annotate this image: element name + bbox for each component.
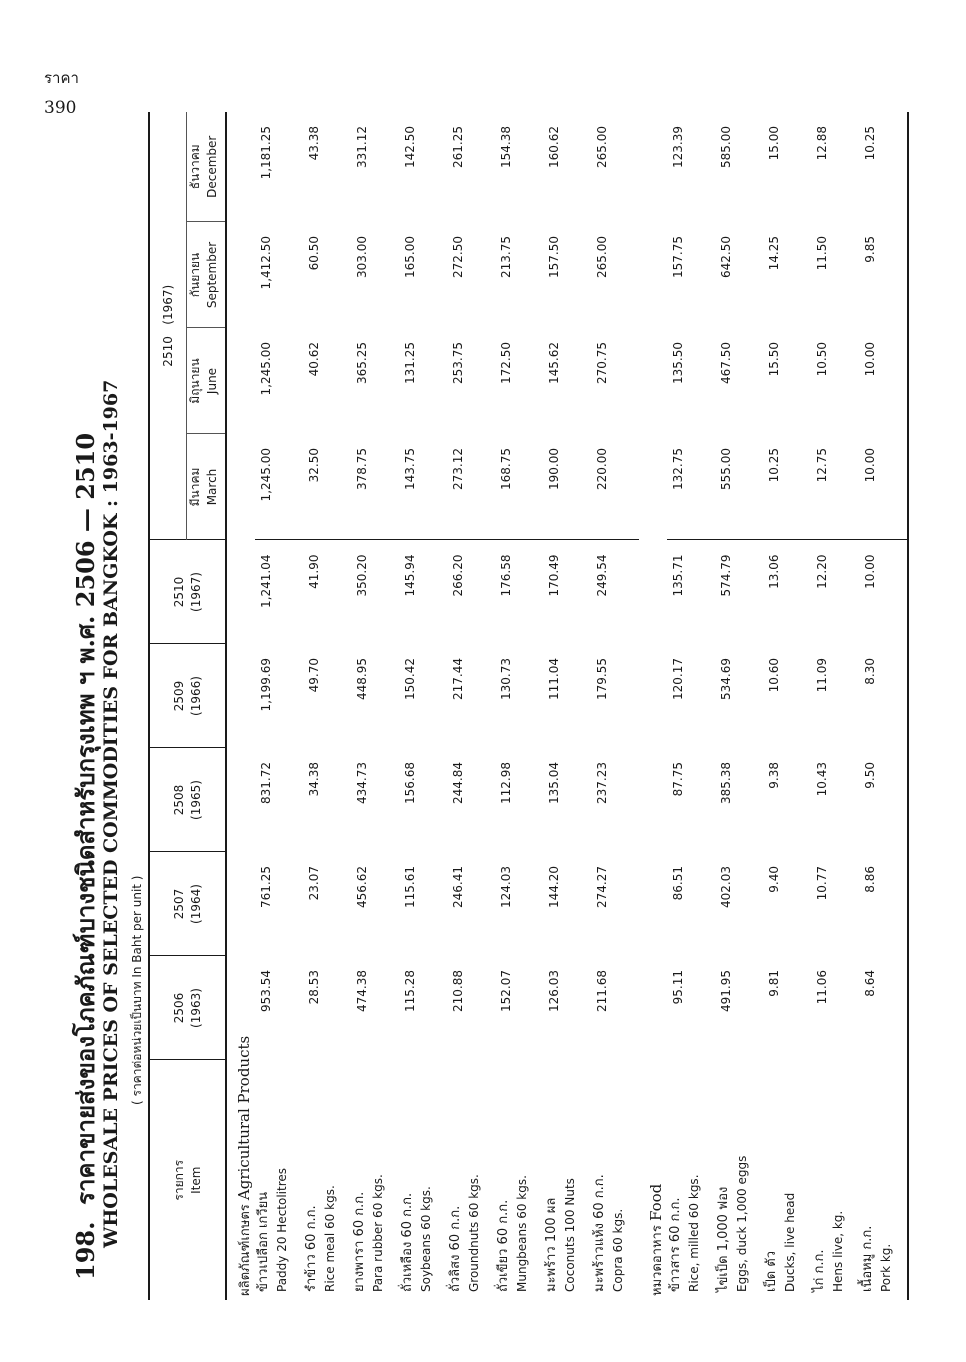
month-en: December <box>205 135 219 198</box>
row-label-thai: ถั่วลิสง 60 ก.ก. <box>448 1205 463 1292</box>
price-cell: 87.75 <box>671 762 685 797</box>
table-row <box>715 112 763 1300</box>
price-cell: 111.04 <box>547 658 561 700</box>
price-cell: 237.23 <box>595 762 609 804</box>
price-cell: 434.73 <box>355 762 369 804</box>
price-cell: 9.40 <box>767 866 781 893</box>
price-cell: 86.51 <box>671 866 685 901</box>
row-label-thai: ยางพารา 60 ก.ก. <box>352 1191 367 1292</box>
price-cell: 249.54 <box>595 554 609 597</box>
price-cell: 11.06 <box>815 970 829 1005</box>
section-row <box>226 112 255 1300</box>
price-cell: 157.75 <box>671 236 685 278</box>
table-body <box>226 112 908 1300</box>
row-label-thai: ไก่ ก.ก. <box>812 1249 827 1292</box>
row-label-en: Ducks, live head <box>783 1192 797 1292</box>
price-cell: 150.42 <box>403 658 417 700</box>
price-cell: 244.84 <box>451 762 465 804</box>
price-cell: 156.68 <box>403 762 417 804</box>
price-cell: 15.50 <box>767 342 781 377</box>
price-cell: 365.25 <box>355 342 369 384</box>
table-row <box>351 112 399 1300</box>
section-row <box>639 112 667 1300</box>
unit-note: ( ราคาต่อหน่วยเป็นบาท In Baht per unit ) <box>130 875 144 1105</box>
month-header <box>187 434 227 540</box>
section-title <box>639 112 667 1300</box>
price-cell: 168.75 <box>495 434 543 540</box>
price-cell: 123.39 <box>671 125 685 168</box>
price-cell: 154.38 <box>499 125 513 168</box>
price-cell: 10.25 <box>859 112 908 222</box>
price-cell: 8.30 <box>859 644 908 748</box>
price-cell: 9.38 <box>767 762 781 789</box>
price-cell: 385.38 <box>719 762 733 804</box>
price-cell: 144.20 <box>547 866 561 908</box>
price-cell: 112.98 <box>499 762 513 804</box>
price-cell: 145.94 <box>403 554 417 597</box>
price-cell: 170.49 <box>547 554 561 597</box>
price-cell: 145.62 <box>547 342 561 384</box>
price-cell: 491.95 <box>719 970 733 1012</box>
year-header <box>149 540 226 644</box>
price-cell: 157.50 <box>547 236 561 278</box>
table-row <box>303 112 351 1300</box>
month-group-header: 2510 (1967) <box>149 112 187 540</box>
year-ad: (1964) <box>188 884 203 924</box>
price-cell: 126.03 <box>547 970 561 1012</box>
price-cell: 261.25 <box>451 125 465 168</box>
price-cell: 574.79 <box>719 554 733 597</box>
price-cell: 135.71 <box>671 554 685 597</box>
price-cell: 213.75 <box>499 236 513 278</box>
price-cell: 179.55 <box>595 658 609 700</box>
price-cell: 210.88 <box>451 970 465 1012</box>
row-label <box>667 1060 715 1300</box>
price-cell: 135.50 <box>671 342 685 384</box>
table-row <box>667 112 715 1300</box>
price-cell: 211.68 <box>595 970 609 1012</box>
row-label-thai: ไข่เป็ด 1,000 ฟอง <box>716 1186 731 1292</box>
row-label <box>859 1060 908 1300</box>
row-label <box>399 1060 447 1300</box>
section-title-thai: ผลิตภัณฑ์เกษตร <box>238 1204 253 1296</box>
price-cell: 160.62 <box>547 125 561 168</box>
price-cell: 585.00 <box>719 125 733 168</box>
section-title-thai: หมวดอาหาร <box>650 1225 665 1296</box>
price-cell: 34.38 <box>307 762 321 797</box>
table-row <box>543 112 591 1300</box>
row-label <box>447 1060 495 1300</box>
price-table <box>148 112 909 1300</box>
row-label <box>811 1060 859 1300</box>
month-en: March <box>205 468 219 506</box>
row-label-thai: ข้าวสาร 60 ก.ก. <box>668 1197 683 1292</box>
section-title-en: Agricultural Products <box>235 1035 253 1201</box>
price-cell: 130.73 <box>499 658 513 700</box>
table-row <box>763 112 811 1300</box>
year-header <box>149 748 226 852</box>
price-cell: 11.50 <box>815 236 829 271</box>
row-label-thai: มะพร้าว 100 ผล <box>544 1197 559 1292</box>
row-label-en: Hens live, kg. <box>831 1210 845 1292</box>
price-cell: 8.86 <box>859 852 908 956</box>
table-title-english: WHOLESALE PRICES OF SELECTED COMMODITIES FOR BANGKOK : 1963-1967 <box>100 379 122 1248</box>
row-label-en: Copra 60 kgs. <box>611 1208 625 1292</box>
price-cell: 253.75 <box>451 342 465 384</box>
price-cell: 131.25 <box>403 342 417 384</box>
year-be: 2508 <box>171 784 186 816</box>
item-header <box>149 1060 226 1300</box>
section-title <box>226 112 255 1300</box>
price-cell: 1,245.00 <box>255 434 303 540</box>
price-cell: 142.50 <box>403 125 417 168</box>
month-header <box>187 222 227 328</box>
month-header <box>187 328 227 434</box>
table-row <box>811 112 859 1300</box>
price-cell: 1,199.69 <box>259 658 273 712</box>
price-cell: 60.50 <box>307 236 321 271</box>
price-cell: 12.20 <box>815 554 829 589</box>
row-label-en: Paddy 20 Hectolitres <box>275 1167 289 1292</box>
price-cell: 10.77 <box>815 866 829 901</box>
price-cell: 10.43 <box>815 762 829 797</box>
price-cell: 165.00 <box>403 236 417 278</box>
price-cell: 534.69 <box>719 658 733 700</box>
month-en: June <box>205 367 219 395</box>
row-label-en: Pork kg. <box>879 1243 893 1292</box>
price-cell: 246.41 <box>451 866 465 908</box>
table-row <box>859 112 908 1300</box>
price-cell: 10.60 <box>767 658 781 693</box>
month-thai: มีนาคม <box>188 467 202 507</box>
price-cell: 1,181.25 <box>259 125 273 180</box>
price-cell: 10.00 <box>859 540 908 644</box>
price-cell: 1,245.00 <box>259 342 273 396</box>
price-cell: 115.61 <box>403 866 417 908</box>
row-label-en: Groundnuts 60 kgs. <box>467 1174 481 1292</box>
row-label-en: Para rubber 60 kgs. <box>371 1174 385 1292</box>
year-ad: (1963) <box>188 988 203 1028</box>
page-number: 390 <box>44 98 77 118</box>
price-cell: 14.25 <box>767 236 781 271</box>
price-cell: 10.25 <box>763 434 811 540</box>
year-ad: (1966) <box>188 676 203 716</box>
row-label <box>351 1060 399 1300</box>
price-cell: 273.12 <box>447 434 495 540</box>
table-row <box>591 112 639 1300</box>
price-cell: 331.12 <box>355 125 369 168</box>
row-label-thai: เป็ด ตัว <box>764 1250 779 1292</box>
year-be: 2507 <box>171 888 186 920</box>
year-ad: (1965) <box>188 780 203 820</box>
table-number: 198. <box>71 1221 100 1280</box>
price-cell: 456.62 <box>355 866 369 908</box>
price-cell: 9.85 <box>859 222 908 328</box>
month-thai: มิถุนายน <box>188 358 202 404</box>
price-cell: 12.88 <box>815 125 829 161</box>
price-cell: 13.06 <box>767 554 781 589</box>
year-header <box>149 956 226 1060</box>
row-label-thai: ข้าวเปลือก เกวียน <box>256 1191 271 1292</box>
row-label-en: Eggs, duck 1,000 eggs <box>735 1155 749 1292</box>
rotated-table-page <box>48 110 948 1320</box>
price-cell: 143.75 <box>399 434 447 540</box>
price-cell: 270.75 <box>595 342 609 384</box>
price-cell: 10.00 <box>859 434 908 540</box>
price-cell: 41.90 <box>307 554 321 589</box>
price-cell: 448.95 <box>355 658 369 700</box>
row-label-en: Coconuts 100 Nuts <box>563 1178 577 1292</box>
table-row <box>447 112 495 1300</box>
price-cell: 831.72 <box>259 762 273 804</box>
year-ad: (1967) <box>188 572 203 612</box>
price-cell: 1,412.50 <box>259 236 273 290</box>
price-cell: 8.64 <box>859 956 908 1060</box>
month-thai: ธันวาคม <box>188 144 202 190</box>
table-row <box>255 112 303 1300</box>
price-cell: 474.38 <box>355 970 369 1012</box>
price-cell: 1,241.04 <box>259 554 273 608</box>
row-label-en: Rice, milled 60 kgs. <box>687 1174 701 1292</box>
month-en: September <box>205 241 219 309</box>
price-cell: 176.58 <box>499 554 513 597</box>
price-cell: 217.44 <box>451 658 465 700</box>
price-cell: 11.09 <box>815 658 829 693</box>
price-cell: 28.53 <box>307 970 321 1005</box>
price-cell: 274.27 <box>595 866 609 908</box>
row-label <box>591 1060 639 1300</box>
month-thai: กันยายน <box>188 252 202 298</box>
price-cell: 265.00 <box>595 236 609 278</box>
row-label <box>543 1060 591 1300</box>
table-row <box>495 112 543 1300</box>
price-cell: 555.00 <box>715 434 763 540</box>
price-cell: 303.00 <box>355 236 369 278</box>
price-cell: 32.50 <box>303 434 351 540</box>
price-cell: 95.11 <box>671 970 685 1005</box>
row-label-thai: ถั่วเขียว 60 ก.ก. <box>496 1199 511 1292</box>
price-cell: 115.28 <box>403 970 417 1012</box>
row-label-thai: รำข้าว 60 ก.ก. <box>304 1205 319 1292</box>
price-cell: 49.70 <box>307 658 321 693</box>
row-label <box>303 1060 351 1300</box>
row-label <box>715 1060 763 1300</box>
price-cell: 15.00 <box>767 125 781 161</box>
year-header <box>149 644 226 748</box>
price-cell: 120.17 <box>671 658 685 700</box>
row-label <box>495 1060 543 1300</box>
month-header <box>187 112 227 222</box>
price-cell: 272.50 <box>451 236 465 278</box>
price-cell: 152.07 <box>499 970 513 1012</box>
price-cell: 124.03 <box>499 866 513 908</box>
item-header-thai: รายการ <box>171 1159 186 1201</box>
price-cell: 402.03 <box>719 866 733 908</box>
price-cell: 378.75 <box>351 434 399 540</box>
row-label <box>255 1060 303 1300</box>
price-cell: 761.25 <box>259 866 273 908</box>
price-cell: 190.00 <box>543 434 591 540</box>
year-be: 2510 <box>171 576 186 608</box>
row-label <box>763 1060 811 1300</box>
row-label-thai: เนื้อหมู ก.ก. <box>860 1225 875 1292</box>
price-cell: 467.50 <box>719 342 733 384</box>
price-cell: 43.38 <box>307 125 321 161</box>
item-header-en: Item <box>188 1166 203 1194</box>
price-cell: 10.50 <box>815 342 829 377</box>
price-cell: 220.00 <box>591 434 639 540</box>
price-cell: 135.04 <box>547 762 561 804</box>
row-label-en: Soybeans 60 kgs. <box>419 1186 433 1292</box>
price-cell: 953.54 <box>259 970 273 1012</box>
year-be: 2509 <box>171 680 186 712</box>
price-cell: 9.81 <box>767 970 781 997</box>
price-cell: 132.75 <box>667 434 715 540</box>
table-row <box>399 112 447 1300</box>
price-cell: 350.20 <box>355 554 369 597</box>
price-cell: 10.00 <box>859 328 908 434</box>
header-row-years <box>149 112 187 1300</box>
page-section-label: ราคา <box>44 69 79 87</box>
price-cell: 12.75 <box>811 434 859 540</box>
price-cell: 23.07 <box>307 866 321 901</box>
row-label-thai: มะพร้าวแห้ง 60 ก.ก. <box>592 1174 607 1292</box>
price-cell: 40.62 <box>307 342 321 377</box>
section-title-en: Food <box>647 1183 665 1222</box>
row-label-en: Rice meal 60 kgs. <box>323 1185 337 1292</box>
year-be: 2506 <box>171 992 186 1024</box>
price-cell: 9.50 <box>859 748 908 852</box>
row-label-thai: ถั่วเหลือง 60 ก.ก. <box>400 1192 415 1292</box>
price-cell: 642.50 <box>719 236 733 278</box>
year-header <box>149 852 226 956</box>
row-label-en: Mungbeans 60 kgs. <box>515 1175 529 1292</box>
price-cell: 266.20 <box>451 554 465 597</box>
price-cell: 265.00 <box>595 125 609 168</box>
price-cell: 172.50 <box>499 342 513 384</box>
title-thai-text: ราคาขายส่งของโภคภัณฑ์บางชนิดสำหรับกรุงเทพ ฯ พ.ศ. 2506 — 2510 <box>71 432 100 1205</box>
